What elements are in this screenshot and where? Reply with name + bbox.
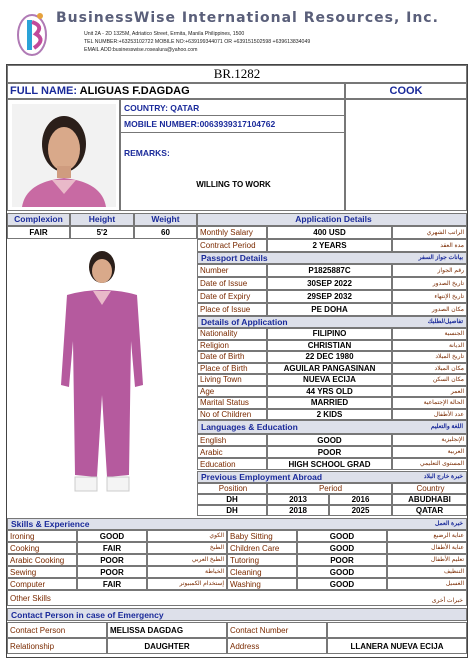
language-field-label: English — [197, 434, 267, 446]
address-value: LLANERA NUEVA ECIJA — [327, 638, 467, 654]
detail-field-value: 44 YRS OLD — [267, 386, 392, 398]
detail-field-label: Date of Birth — [197, 351, 267, 363]
detail-field-arabic: عدد الأطفال — [392, 409, 467, 421]
skill-level: GOOD — [77, 530, 147, 542]
passport-field-value: P1825887C — [267, 264, 392, 277]
passport-field-arabic: تاريخ الإنتهاء — [392, 290, 467, 303]
employment-from: 2013 — [267, 494, 329, 505]
relationship-label: Relationship — [7, 638, 107, 654]
language-field-arabic: العربية — [392, 446, 467, 458]
skill-arabic: الخياطة — [147, 566, 227, 578]
relationship-value: DAUGHTER — [107, 638, 227, 654]
company-logo — [14, 8, 50, 58]
reference-number: BR.1282 — [7, 65, 467, 83]
detail-field-arabic: مكان السكن — [392, 374, 467, 386]
complexion-value: FAIR — [7, 226, 70, 239]
detail-field-label: Nationality — [197, 328, 267, 340]
application-details-header: Application Details — [197, 213, 467, 226]
skill-label: Washing — [227, 578, 297, 590]
detail-field-value: 22 DEC 1980 — [267, 351, 392, 363]
skills-header — [7, 518, 467, 530]
passport-field-arabic: رقم الجواز — [392, 264, 467, 277]
language-field-value: GOOD — [267, 434, 392, 446]
skill-arabic: تعليم الأطفال — [387, 554, 467, 566]
skill-arabic: إستخدام الكمبيوتر — [147, 578, 227, 590]
contact-person-value: MELISSA DAGDAG — [107, 622, 227, 638]
detail-field-label: Marital Status — [197, 397, 267, 409]
position-value: COOK — [345, 83, 467, 99]
language-field-label: Arabic — [197, 446, 267, 458]
height-header: Height — [70, 213, 134, 226]
detail-field-label: Living Town — [197, 374, 267, 386]
skill-level: FAIR — [77, 578, 147, 590]
monthly-salary-label: Monthly Salary — [197, 226, 267, 239]
portrait-photo — [12, 104, 116, 207]
passport-field-value: PE DOHA — [267, 303, 392, 316]
contact-header: Contact Person in case of Emergency — [7, 608, 467, 621]
other-skills-arabic: خبرات أخرى — [431, 598, 463, 604]
language-field-value: HIGH SCHOOL GRAD — [267, 458, 392, 470]
skill-arabic: الطبخ — [147, 542, 227, 554]
blank-box — [345, 99, 467, 211]
skill-level: GOOD — [297, 542, 387, 554]
full-name-row — [7, 83, 345, 99]
contract-period-value: 2 YEARS — [267, 239, 392, 252]
detail-field-value: FILIPINO — [267, 328, 392, 340]
skill-arabic: الغسيل — [387, 578, 467, 590]
passport-field-value: 30SEP 2022 — [267, 277, 392, 290]
employment-country: ABUDHABI — [392, 494, 467, 505]
detail-field-value: 2 KIDS — [267, 409, 392, 421]
monthly-salary-value: 400 USD — [267, 226, 392, 239]
skill-label: Tutoring — [227, 554, 297, 566]
country-value: QATAR — [170, 103, 200, 113]
weight-header: Weight — [134, 213, 197, 226]
skill-level: POOR — [297, 554, 387, 566]
employment-to: 2025 — [329, 505, 392, 516]
company-name: BusinessWise International Resources, Inc. — [56, 10, 439, 26]
detail-field-label: Age — [197, 386, 267, 398]
address-label: Address — [227, 638, 327, 654]
detail-field-label: Place of Birth — [197, 363, 267, 375]
full-name-label: FULL NAME: — [10, 85, 78, 97]
employment-position-header: Position — [197, 483, 267, 494]
language-field-label: Education — [197, 458, 267, 470]
passport-field-arabic: تاريخ الصدور — [392, 277, 467, 290]
employment-period-header: Period — [267, 483, 392, 494]
skill-level: FAIR — [77, 542, 147, 554]
skill-label: Computer — [7, 578, 77, 590]
passport-field-arabic: مكان الصدور — [392, 303, 467, 316]
detail-field-arabic: تاريخ الميلاد — [392, 351, 467, 363]
employment-country-header: Country — [392, 483, 467, 494]
skill-label: Cleaning — [227, 566, 297, 578]
detail-field-label: No of Children — [197, 409, 267, 421]
skills-title: Skills & Experience — [11, 519, 90, 529]
detail-field-value: NUEVA ECIJA — [267, 374, 392, 386]
mobile-value: 0063939317104762 — [199, 119, 276, 129]
contact-person-label: Contact Person — [7, 622, 107, 638]
employment-position: DH — [197, 494, 267, 505]
skill-arabic: الكوي — [147, 530, 227, 542]
contact-number-value — [327, 622, 467, 638]
skill-level: POOR — [77, 566, 147, 578]
passport-field-label: Date of Expiry — [197, 290, 267, 303]
passport-header — [197, 252, 467, 264]
remarks-value: WILLING TO WORK — [196, 180, 271, 189]
language-field-arabic: الإنجليزية — [392, 434, 467, 446]
detail-field-arabic: العمر — [392, 386, 467, 398]
skill-label: Children Care — [227, 542, 297, 554]
skill-arabic: عناية الرضيع — [387, 530, 467, 542]
email-line: EMAIL ADD:businesswise.rosealura@yahoo.com — [84, 47, 198, 53]
details-title-arabic: تفاصيل/لطلبك — [427, 319, 463, 325]
remarks-label: REMARKS: — [124, 148, 170, 158]
employment-title: Previous Employment Abroad — [201, 472, 323, 482]
passport-title: Passport Details — [201, 253, 268, 263]
languages-title-arabic: اللغة والتعليم — [430, 424, 463, 430]
skill-arabic: التنظيف — [387, 566, 467, 578]
details-title: Details of Application — [201, 317, 288, 327]
languages-header — [197, 420, 467, 434]
portrait-frame — [7, 99, 120, 211]
employment-to: 2016 — [329, 494, 392, 505]
phone-line: TEL NUMBER:+63253102722 MOBILE NO:+639199344071 OR +639151502598 +639613834049 — [84, 39, 311, 45]
contract-period-label: Contract Period — [197, 239, 267, 252]
employment-from: 2018 — [267, 505, 329, 516]
skill-label: Baby Sitting — [227, 530, 297, 542]
detail-field-value: AGUILAR PANGASINAN — [267, 363, 392, 375]
skill-level: POOR — [77, 554, 147, 566]
skill-label: Sewing — [7, 566, 77, 578]
details-header — [197, 316, 467, 328]
address-line: Unit 2A - 2D 1325M, Adriatico Street, Ermita, Manila Philippines, 1500 — [84, 31, 245, 37]
passport-field-value: 29SEP 2032 — [267, 290, 392, 303]
passport-field-label: Number — [197, 264, 267, 277]
contact-summary — [120, 99, 345, 211]
country-label: COUNTRY: — [124, 103, 168, 113]
passport-field-label: Date of Issue — [197, 277, 267, 290]
detail-field-arabic: مكان الميلاد — [392, 363, 467, 375]
skills-title-arabic: خبرة العمل — [434, 521, 463, 527]
detail-field-label: Religion — [197, 340, 267, 352]
monthly-salary-arabic: الراتب الشهري — [392, 226, 467, 239]
skill-arabic: عناية الأطفال — [387, 542, 467, 554]
detail-field-arabic: الحالة الإجتماعية — [392, 397, 467, 409]
full-name-value: ALIGUAS F.DAGDAG — [79, 85, 190, 97]
other-skills-label: Other Skills — [10, 594, 51, 603]
passport-title-arabic: بيانات جواز السفر — [418, 255, 463, 261]
employment-country: QATAR — [392, 505, 467, 516]
other-skills-row — [7, 590, 467, 606]
detail-field-arabic: الديانة — [392, 340, 467, 352]
weight-value: 60 — [134, 226, 197, 239]
employment-title-arabic: خبرة خارج البلاد — [423, 474, 463, 480]
contract-period-arabic: مدة العقد — [392, 239, 467, 252]
contact-number-label: Contact Number — [227, 622, 327, 638]
skill-level: GOOD — [297, 578, 387, 590]
detail-field-value: MARRIED — [267, 397, 392, 409]
passport-field-label: Place of Issue — [197, 303, 267, 316]
skill-arabic: الطبخ العربي — [147, 554, 227, 566]
detail-field-arabic: الجنسية — [392, 328, 467, 340]
mobile-label: MOBILE NUMBER: — [124, 119, 200, 129]
complexion-header: Complexion — [7, 213, 70, 226]
skill-label: Ironing — [7, 530, 77, 542]
letterhead — [0, 0, 472, 62]
skill-label: Cooking — [7, 542, 77, 554]
language-field-value: POOR — [267, 446, 392, 458]
height-value: 5'2 — [70, 226, 134, 239]
full-body-photo — [27, 245, 177, 513]
skill-level: GOOD — [297, 566, 387, 578]
detail-field-value: CHRISTIAN — [267, 340, 392, 352]
skill-level: GOOD — [297, 530, 387, 542]
application-form — [6, 64, 468, 658]
employment-header — [197, 471, 467, 483]
language-field-arabic: المستوى التعليمي — [392, 458, 467, 470]
skill-label: Arabic Cooking — [7, 554, 77, 566]
languages-title: Languages & Education — [201, 422, 298, 432]
employment-position: DH — [197, 505, 267, 516]
